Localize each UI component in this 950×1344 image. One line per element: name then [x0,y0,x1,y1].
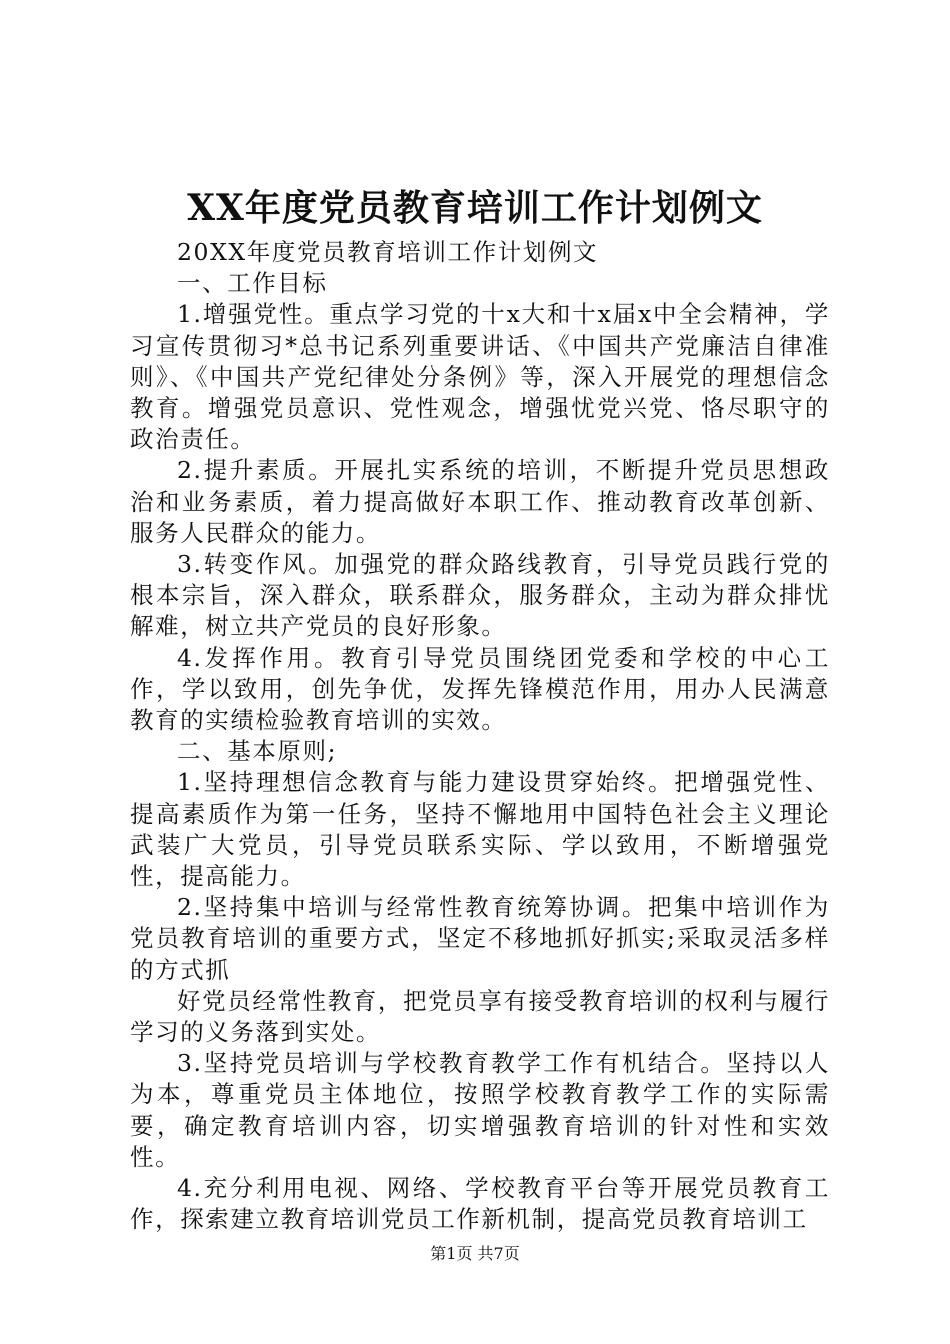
paragraph-goal-4: 4.发挥作用。教育引导党员围绕团党委和学校的中心工作，学以致用，创先争优，发挥先锋模范作用，用办人民满意教育的实绩检验教育培训的实效。 [130,643,830,735]
paragraph-principle-3: 3.坚持党员培训与学校教育教学工作有机结合。坚持以人为本，尊重党员主体地位，按照学校教育教学工作的实际需要，确定教育培训内容，切实增强教育培训的针对性和实效性。 [130,1049,830,1171]
paragraph-goal-1: 1.增强党性。重点学习党的十x大和十x届x中全会精神，学习宣传贯彻习*总书记系列重要讲话、《中国共产党廉洁自律准则》、《中国共产党纪律处分条例》等，深入开展党的理想信念教育。增强党员意识、党性观念，增强忧党兴党、恪尽职守的政治责任。 [130,300,830,454]
section-heading-principles: 二、基本原则; [177,737,338,766]
paragraph-goal-2: 2.提升素质。开展扎实系统的培训，不断提升党员思想政治和业务素质，着力提高做好本职工作、推动教育改革创新、服务人民群众的能力。 [130,456,830,547]
section-heading-goals: 一、工作目标 [177,269,328,298]
document-title: XX年度党员教育培训工作计划例文 [187,187,763,229]
paragraph-principle-2: 2.坚持集中培训与经常性教育统筹协调。把集中培训作为党员教育培训的重要方式，坚定不移地抓好抓实;采取灵活多样的方式抓 [130,893,830,984]
paragraph-goal-3: 3.转变作风。加强党的群众路线教育，引导党员践行党的根本宗旨，深入群众，联系群众，服务群众，主动为群众排忧解难，树立共产党员的良好形象。 [130,550,830,641]
page-footer: 第1页 共7页 [430,1244,520,1263]
paragraph-subtitle: 20XX年度党员教育培训工作计划例文 [177,238,599,266]
paragraph-principle-2-cont: 好党员经常性教育，把党员享有接受教育培训的权利与履行学习的义务落到实处。 [130,986,830,1047]
paragraph-principle-4: 4.充分利用电视、网络、学校教育平台等开展党员教育工作，探索建立教育培训党员工作新机制，提高党员教育培训工 [130,1174,830,1234]
paragraph-principle-1: 1.坚持理想信念教育与能力建设贯穿始终。把增强党性、提高素质作为第一任务，坚持不懈地用中国特色社会主义理论武装广大党员，引导党员联系实际、学以致用，不断增强党性，提高能力。 [130,768,830,891]
document-body [130,237,830,1236]
